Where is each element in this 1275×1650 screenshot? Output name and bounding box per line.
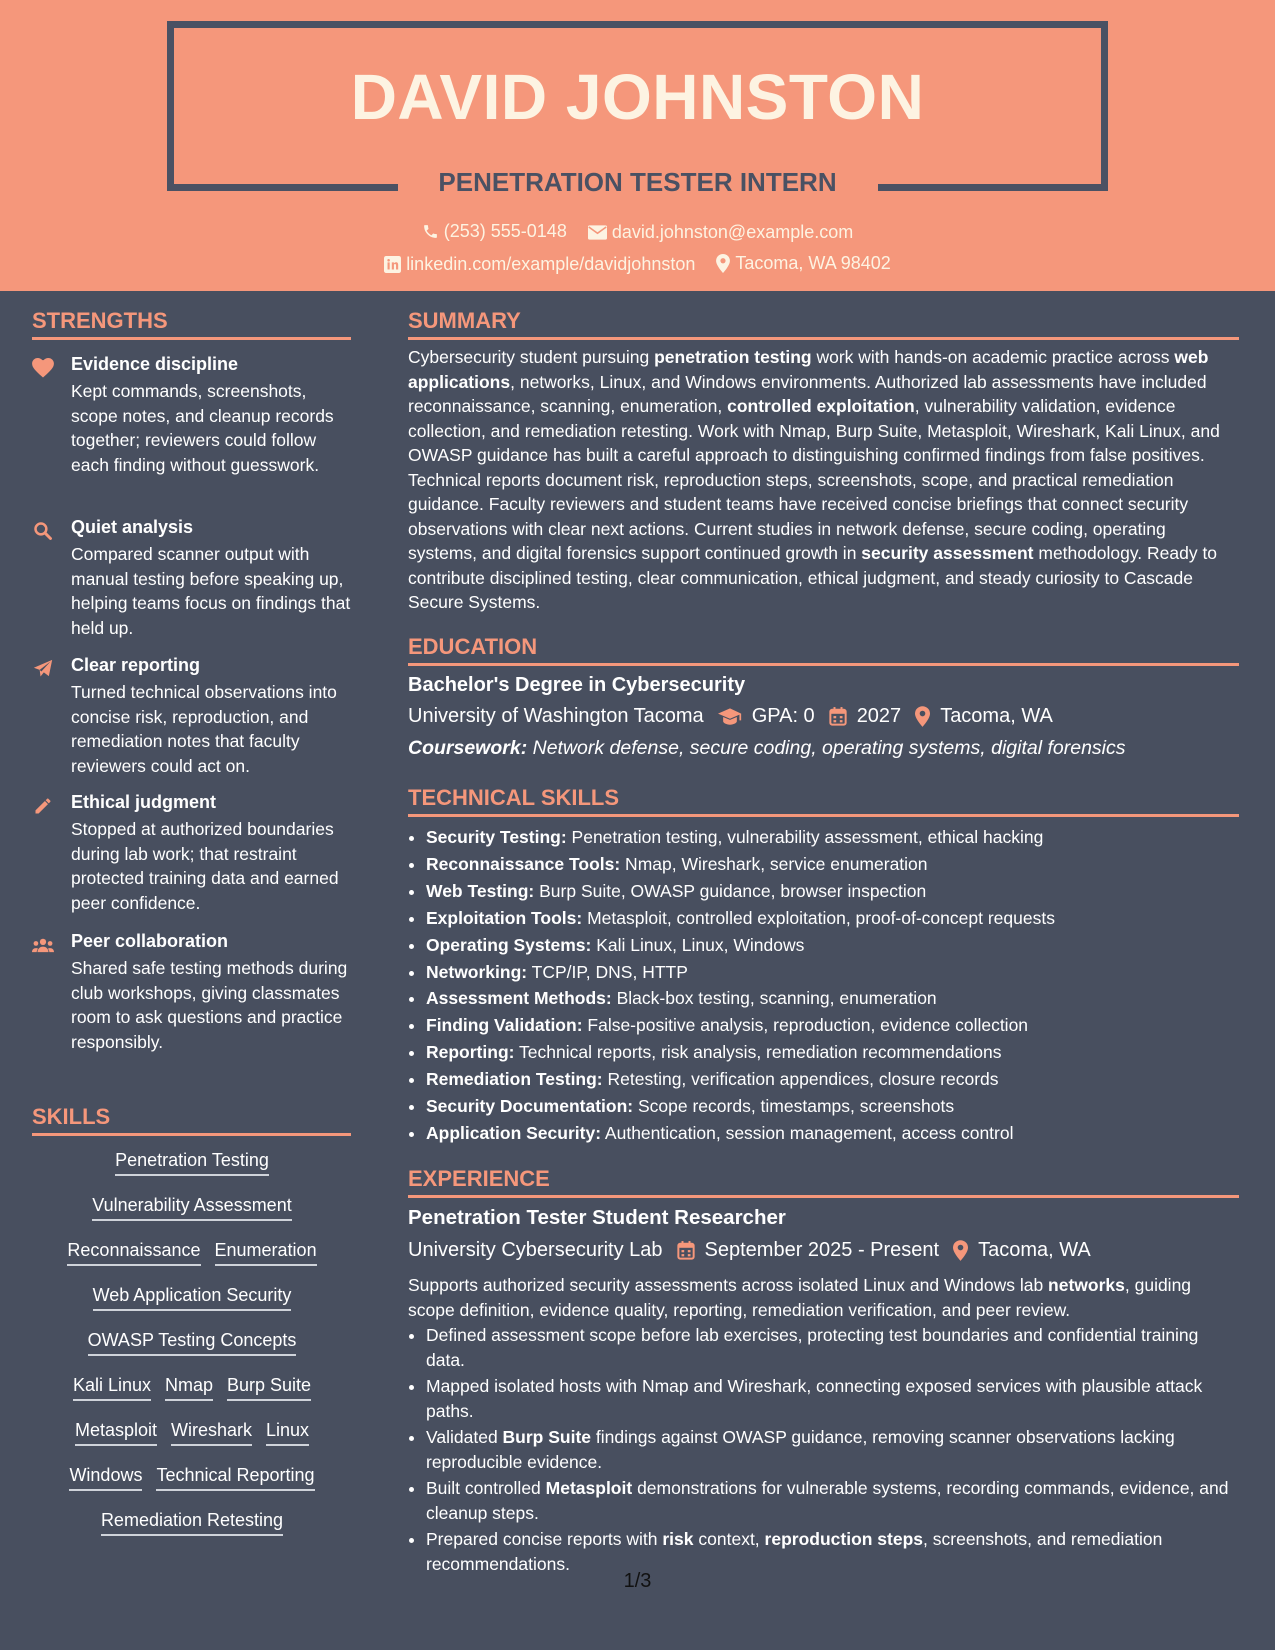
- technical-skill-item: [426, 851, 1256, 878]
- phone-text: (253) 555-0148: [443, 221, 567, 241]
- technical-skill-item: [426, 824, 1256, 851]
- contact-line-1: [0, 221, 1275, 245]
- technical-skill-item: [426, 1039, 1256, 1066]
- map-marker-icon: [915, 706, 930, 727]
- technical-skill-item: [426, 1012, 1256, 1039]
- contact-phone[interactable]: [422, 221, 567, 242]
- technical-skill-item: [426, 985, 1256, 1012]
- body-text: Defined assessment scope before lab exercises, protecting test boundaries and confidential training data.: [426, 1325, 1199, 1370]
- linkedin-text: linkedin.com/example/davidjohnston: [406, 254, 696, 274]
- technical-skill-item: [426, 932, 1256, 959]
- technical-skill-item: [426, 1120, 1256, 1147]
- skill-chip: Enumeration: [215, 1240, 317, 1266]
- summary-heading: SUMMARY: [408, 308, 521, 333]
- calendar-icon: [829, 707, 847, 726]
- candidate-role: PENETRATION TESTER INTERN: [438, 167, 837, 197]
- coursework-text: Network defense, secure coding, operating systems, digital forensics: [532, 737, 1126, 759]
- technical-skill-item: [426, 905, 1256, 932]
- job-dates-item: [677, 1239, 940, 1262]
- job-bullets: [408, 1323, 1238, 1578]
- job-location: Tacoma, WA: [978, 1239, 1091, 1261]
- technical-skill-value: Technical reports, risk analysis, remediation recommendations: [514, 1042, 1002, 1063]
- technical-skills-rule: [408, 814, 1239, 817]
- skills-heading: SKILLS: [32, 1104, 111, 1129]
- skill-chip: Burp Suite: [227, 1375, 311, 1401]
- technical-skill-item: [426, 1066, 1256, 1093]
- contact-location: [716, 253, 890, 274]
- strength-title: Peer collaboration: [71, 931, 229, 951]
- skills-row: [32, 1375, 352, 1420]
- heart-icon: [32, 358, 54, 378]
- body-text: , networks, Linux, and Windows environments. Authorized lab assessments have included reconnaissance, scanning, enumeration,: [408, 371, 1207, 416]
- skill-chip: Technical Reporting: [156, 1465, 314, 1491]
- technical-skill-value: TCP/IP, DNS, HTTP: [527, 961, 688, 982]
- technical-skill-item: [426, 959, 1256, 986]
- technical-skill-value: Retesting, verification appendices, closure records: [602, 1069, 999, 1090]
- emphasis-text: Burp Suite: [502, 1427, 592, 1447]
- envelope-icon: [588, 225, 607, 240]
- job-meta: [408, 1239, 1091, 1262]
- graduation-year: 2027: [856, 705, 902, 727]
- contact-linkedin[interactable]: [384, 254, 695, 275]
- calendar-icon: [677, 1241, 695, 1260]
- users-icon: [32, 935, 54, 955]
- page-indicator: 1/3: [623, 1570, 652, 1592]
- technical-skills-heading: TECHNICAL SKILLS: [408, 785, 620, 810]
- skill-chip: Kali Linux: [73, 1375, 151, 1401]
- technical-skill-label: Remediation Testing:: [426, 1069, 603, 1090]
- candidate-name: DAVID JOHNSTON: [350, 61, 925, 133]
- strength-title: Ethical judgment: [71, 792, 217, 812]
- technical-skill-label: Reporting:: [426, 1042, 515, 1063]
- education-heading: EDUCATION: [408, 634, 538, 659]
- skill-chip: Wireshark: [171, 1420, 252, 1446]
- technical-skill-value: Scope records, timestamps, screenshots: [633, 1096, 955, 1117]
- job-bullet: [426, 1323, 1238, 1372]
- skill-chip: Penetration Testing: [115, 1150, 269, 1176]
- body-text: findings against OWASP guidance, removing scanner observations lacking reproducible evidence.: [426, 1427, 1175, 1472]
- skill-chip: Reconnaissance: [67, 1240, 200, 1266]
- gpa-item: [718, 705, 815, 728]
- summary-rule: [408, 337, 1239, 340]
- school-name: University of Washington Tacoma: [408, 705, 704, 727]
- emphasis-text: security assessment: [861, 543, 1034, 563]
- body-text: Supports authorized security assessments across isolated Linux and Windows lab: [408, 1275, 1049, 1295]
- skill-chip: OWASP Testing Concepts: [88, 1330, 297, 1356]
- strength-title: Evidence discipline: [71, 354, 239, 374]
- technical-skill-label: Web Testing:: [426, 880, 535, 901]
- technical-skill-label: Security Testing:: [426, 827, 567, 847]
- technical-skill-label: Assessment Methods:: [426, 988, 612, 1009]
- technical-skill-label: Reconnaissance Tools:: [426, 853, 621, 874]
- edu-location: Tacoma, WA: [940, 705, 1053, 727]
- job-bullet: [426, 1527, 1238, 1576]
- education-rule: [408, 663, 1239, 666]
- phone-icon: [422, 223, 439, 240]
- body-text: context,: [693, 1529, 765, 1549]
- body-text: , guiding scope definition, evidence quality, reporting, remediation verification, and peer review.: [408, 1275, 1192, 1320]
- year-item: [829, 705, 902, 728]
- body-text: , screenshots, and remediation recommendations.: [426, 1529, 1163, 1574]
- job-bullet: [426, 1425, 1238, 1474]
- strength-desc: Shared safe testing methods during club workshops, giving classmates room to ask questions and practice responsibly.: [71, 958, 348, 1052]
- search-icon: [32, 521, 54, 541]
- body-text: work with hands-on academic practice across: [811, 347, 1175, 367]
- strength-desc: Stopped at authorized boundaries during lab work; that restraint protected training data and earned peer confidence.: [71, 819, 339, 913]
- technical-skill-label: Operating Systems:: [426, 934, 592, 955]
- linkedin-icon: [384, 256, 401, 273]
- experience-heading: EXPERIENCE: [408, 1166, 550, 1191]
- map-marker-icon: [716, 254, 730, 273]
- skills-row: [32, 1465, 352, 1510]
- technical-skill-value: Penetration testing, vulnerability assessment, ethical hacking: [566, 827, 1044, 847]
- contact-email[interactable]: [588, 222, 853, 243]
- body-text: demonstrations for vulnerable systems, recording commands, evidence, and cleanup steps.: [426, 1478, 1229, 1523]
- job-org: University Cybersecurity Lab: [408, 1239, 663, 1261]
- skills-row: [32, 1195, 352, 1240]
- skill-chip: Windows: [69, 1465, 142, 1491]
- job-description: [408, 1273, 1238, 1322]
- experience-rule: [408, 1195, 1239, 1198]
- body-text: Cybersecurity student pursuing: [408, 347, 655, 367]
- skills-rule: [32, 1133, 351, 1136]
- technical-skill-label: Networking:: [426, 961, 528, 982]
- emphasis-text: networks: [1048, 1275, 1125, 1295]
- body-text: Validated: [426, 1427, 503, 1447]
- job-title: Penetration Tester Student Researcher: [408, 1206, 786, 1229]
- technical-skill-value: Black-box testing, scanning, enumeration: [611, 988, 937, 1009]
- skills-row: [32, 1330, 352, 1375]
- skills-row: [32, 1240, 352, 1285]
- location-text: Tacoma, WA 98402: [735, 253, 891, 273]
- email-text: david.johnston@example.com: [611, 222, 854, 242]
- skill-chip: Vulnerability Assessment: [92, 1195, 291, 1221]
- skills-row: [32, 1150, 352, 1195]
- contact-line-2: [0, 253, 1275, 278]
- strength-desc: Kept commands, screenshots, scope notes, and cleanup records together; reviewers could follow each finding without guesswork.: [71, 381, 334, 475]
- body-text: Built controlled: [426, 1478, 546, 1498]
- strength-title: Quiet analysis: [71, 517, 194, 537]
- technical-skill-value: Nmap, Wireshark, service enumeration: [620, 853, 928, 874]
- job-bullet: [426, 1374, 1238, 1423]
- technical-skill-item: [426, 878, 1256, 905]
- paper-plane-icon: [32, 659, 54, 679]
- job-location-item: [953, 1239, 1091, 1262]
- coursework: [408, 737, 1126, 760]
- body-text: Prepared concise reports with: [426, 1529, 663, 1549]
- technical-skill-value: Kali Linux, Linux, Windows: [591, 934, 805, 955]
- coursework-label: Coursework:: [408, 737, 528, 759]
- degree-title: Bachelor's Degree in Cybersecurity: [408, 674, 746, 696]
- pencil-icon: [32, 796, 54, 816]
- graduation-cap-icon: [718, 708, 742, 726]
- skills-row: [32, 1285, 352, 1330]
- technical-skill-label: Finding Validation:: [426, 1015, 583, 1036]
- summary-text: [408, 345, 1238, 615]
- skill-chip: Nmap: [165, 1375, 213, 1401]
- job-bullet: [426, 1476, 1238, 1525]
- job-dates: September 2025 - Present: [704, 1239, 940, 1261]
- emphasis-text: controlled exploitation: [727, 396, 915, 416]
- resume-header: [0, 0, 1275, 291]
- technical-skill-label: Application Security:: [426, 1122, 602, 1143]
- technical-skill-value: Burp Suite, OWASP guidance, browser inspection: [534, 880, 927, 901]
- emphasis-text: risk: [662, 1529, 694, 1549]
- emphasis-text: web applications: [408, 347, 1209, 392]
- skill-chip: Metasploit: [75, 1420, 157, 1446]
- emphasis-text: reproduction steps: [764, 1529, 924, 1549]
- technical-skill-label: Security Documentation:: [426, 1096, 634, 1117]
- emphasis-text: penetration testing: [654, 347, 812, 367]
- body-text: Mapped isolated hosts with Nmap and Wireshark, connecting exposed services with plausible attack paths.: [426, 1376, 1203, 1421]
- technical-skill-value: Authentication, session management, access control: [601, 1122, 1014, 1143]
- strength-desc: Turned technical observations into concise risk, reproduction, and remediation notes that faculty reviewers could act on.: [71, 682, 337, 776]
- skills-row: [32, 1510, 352, 1555]
- strengths-rule: [32, 337, 351, 340]
- strengths-heading: STRENGTHS: [32, 308, 168, 333]
- technical-skill-label: Exploitation Tools:: [426, 907, 583, 928]
- education-meta: [408, 705, 1053, 728]
- skills-cloud: [32, 1150, 352, 1555]
- technical-skill-item: [426, 1093, 1256, 1120]
- strength-desc: Compared scanner output with manual testing before speaking up, helping teams focus on findings that held up.: [71, 544, 351, 638]
- map-marker-icon: [953, 1240, 968, 1261]
- skills-row: [32, 1420, 352, 1465]
- skill-chip: Linux: [266, 1420, 309, 1446]
- gpa-text: GPA: 0: [751, 705, 815, 727]
- skill-chip: Remediation Retesting: [101, 1510, 283, 1536]
- technical-skill-value: Metasploit, controlled exploitation, proof-of-concept requests: [582, 907, 1055, 928]
- emphasis-text: Metasploit: [545, 1478, 633, 1498]
- body-text: , vulnerability validation, evidence collection, and remediation retesting. Work with Nmap, Burp Suite, Metasploit, Wireshark, Kali Linux, and OWASP guidance has built a careful approach to distinguishing confirmed findings from false positives. Technical reports document risk, reproduction steps, screenshots, scope, and practical remediation guidance. Faculty reviewers and student teams have received concise briefings that connect security observations with clear next actions. Current studies in network defense, secure coding, operating systems, and digital forensics support continued growth in: [408, 396, 1220, 563]
- skill-chip: Web Application Security: [93, 1285, 292, 1311]
- edu-location-item: [915, 705, 1053, 728]
- strength-title: Clear reporting: [71, 655, 201, 675]
- body-text: methodology. Ready to contribute disciplined testing, clear communication, ethical judgment, and steady curiosity to Cascade Secure Systems.: [408, 543, 1218, 612]
- technical-skills-list: [408, 824, 1256, 1147]
- technical-skill-value: False-positive analysis, reproduction, evidence collection: [582, 1015, 1029, 1036]
